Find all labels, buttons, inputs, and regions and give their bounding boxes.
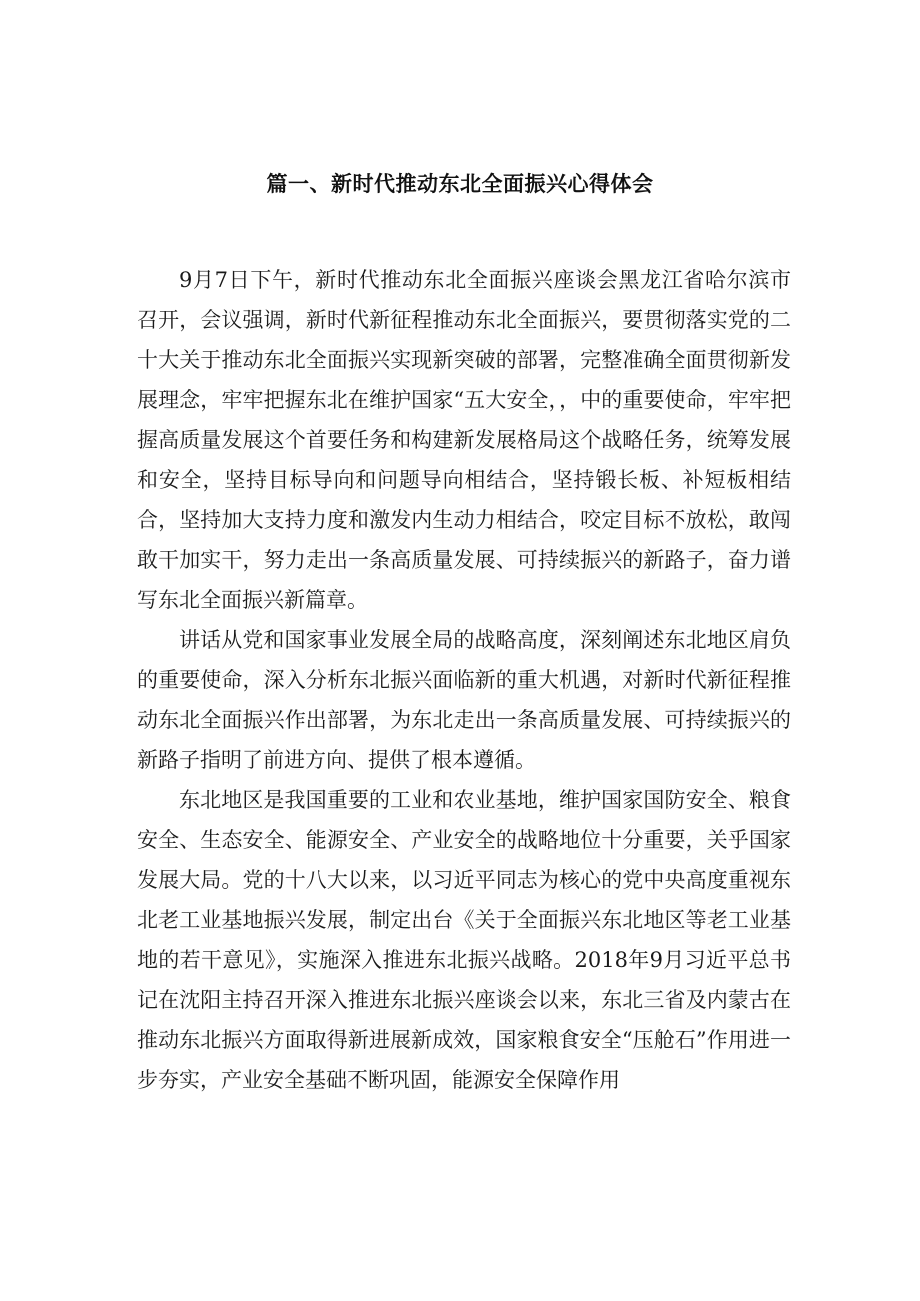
document-title: 篇一、新时代推动东北全面振兴心得体会 — [266, 172, 654, 196]
paragraph-3: 东北地区是我国重要的工业和农业基地，维护国家国防安全、粮食安全、生态安全、能源安全、产业安全的战略地位十分重要，关乎国家发展大局。党的十八大以来，以习近平同志为核心的党中央高度重视东北老工业基地振兴发展，制定出台《关于全面振兴东北地区等老工业基地的若干意见》，实施深入推进东北振兴战略。2018年9月习近平总书记在沈阳主持召开深入推进东北振兴座谈会以来，东北三省及内蒙古在推动东北振兴方面取得新进展新成效，国家粮食安全“压舱石”作用进一步夯实，产业安全基础不断巩固，能源安全保障作用 — [137, 788, 791, 1092]
document-body — [137, 260, 791, 1100]
paragraph-1: 9月7日下午，新时代推动东北全面振兴座谈会黑龙江省哈尔滨市召开，会议强调，新时代新征程推动东北全面振兴，要贯彻落实党的二十大关于推动东北全面振兴实现新突破的部署，完整准确全面贯彻新发展理念，牢牢把握东北在维护国家“五大安全，，中的重要使命，牢牢把握高质量发展这个首要任务和构建新发展格局这个战略任务，统筹发展和安全，坚持目标导向和问题导向相结合，坚持锻长板、补短板相结合，坚持加大支持力度和激发内生动力相结合，咬定目标不放松，敢闯敢干加实干，努力走出一条高质量发展、可持续振兴的新路子，奋力谱写东北全面振兴新篇章。 — [137, 268, 791, 612]
paragraph-2: 讲话从党和国家事业发展全局的战略高度，深刻阐述东北地区肩负的重要使命，深入分析东北振兴面临新的重大机遇，对新时代新征程推动东北全面振兴作出部署，为东北走出一条高质量发展、可持续振兴的新路子指明了前进方向、提供了根本遵循。 — [137, 628, 791, 772]
